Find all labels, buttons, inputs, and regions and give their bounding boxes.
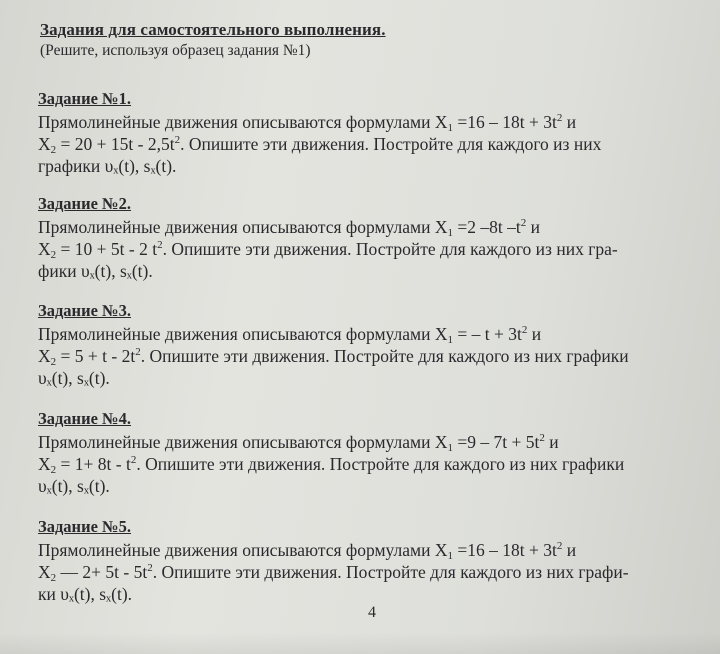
task-line-1: Прямолинейные движения описываются формулами $X_1 =2$ –8t $-t^2$ и: [38, 217, 540, 239]
task-line-2: $X_2$ — $2+ 5t - 5t^2$. Опишите эти движения. Постройте для каждого из них графи-: [38, 562, 629, 584]
task-line-1: Прямолинейные движения описываются формулами $X_1 =16 - 18t + 3t^2$ и: [38, 540, 577, 562]
page-number: 4: [368, 604, 376, 621]
task-heading: Задание №3.: [38, 301, 131, 320]
task-line-2: $X_2 = 1+ 8t - t^2$. Опишите эти движения. Постройте для каждого из них графики: [38, 454, 625, 476]
task-heading: Задание №5.: [38, 517, 131, 536]
task-line-3: фики υₓ(t), sₓ(t).: [38, 261, 153, 281]
task-line-2: $X_2 = 20 + 15t - 2,5t^2$. Опишите эти движения. Постройте для каждого из них: [38, 134, 602, 156]
task-line-2: $X_2 = 10 + 5t - 2$ $t^2$. Опишите эти движения. Постройте для каждого из них гра-: [38, 239, 618, 261]
task-4: [38, 408, 688, 497]
task-5: [38, 516, 688, 605]
task-2: [38, 193, 688, 282]
task-1: [38, 88, 688, 177]
task-line-3: ки υₓ(t), sₓ(t).: [38, 584, 133, 604]
task-line-3: графики υₓ(t), sₓ(t).: [38, 156, 177, 176]
task-heading: Задание №2.: [38, 194, 131, 213]
task-line-3: υₓ(t), sₓ(t).: [38, 476, 110, 496]
task-line-3: υₓ(t), sₓ(t).: [38, 368, 110, 388]
task-line-1: Прямолинейные движения описываются формулами $X_1 =9 - 7t + 5t^2$ и: [38, 432, 559, 454]
page-shadow: [0, 632, 720, 654]
page-title: Задания для самостоятельного выполнения.: [40, 20, 386, 39]
task-heading: Задание №1.: [38, 89, 131, 108]
task-line-1: Прямолинейные движения описываются формулами $X_1$ = – $t + 3t^2$ и: [38, 324, 542, 346]
task-heading: Задание №4.: [38, 409, 131, 428]
page-subtitle: (Решите, используя образец задания №1): [40, 42, 311, 59]
task-line-2: $X_2 = 5 + t - 2t^2$. Опишите эти движения. Постройте для каждого из них графики: [38, 346, 629, 368]
task-line-1: Прямолинейные движения описываются формулами $X_1 =16 - 18t + 3t^2$ и: [38, 112, 577, 134]
task-3: [38, 300, 688, 389]
